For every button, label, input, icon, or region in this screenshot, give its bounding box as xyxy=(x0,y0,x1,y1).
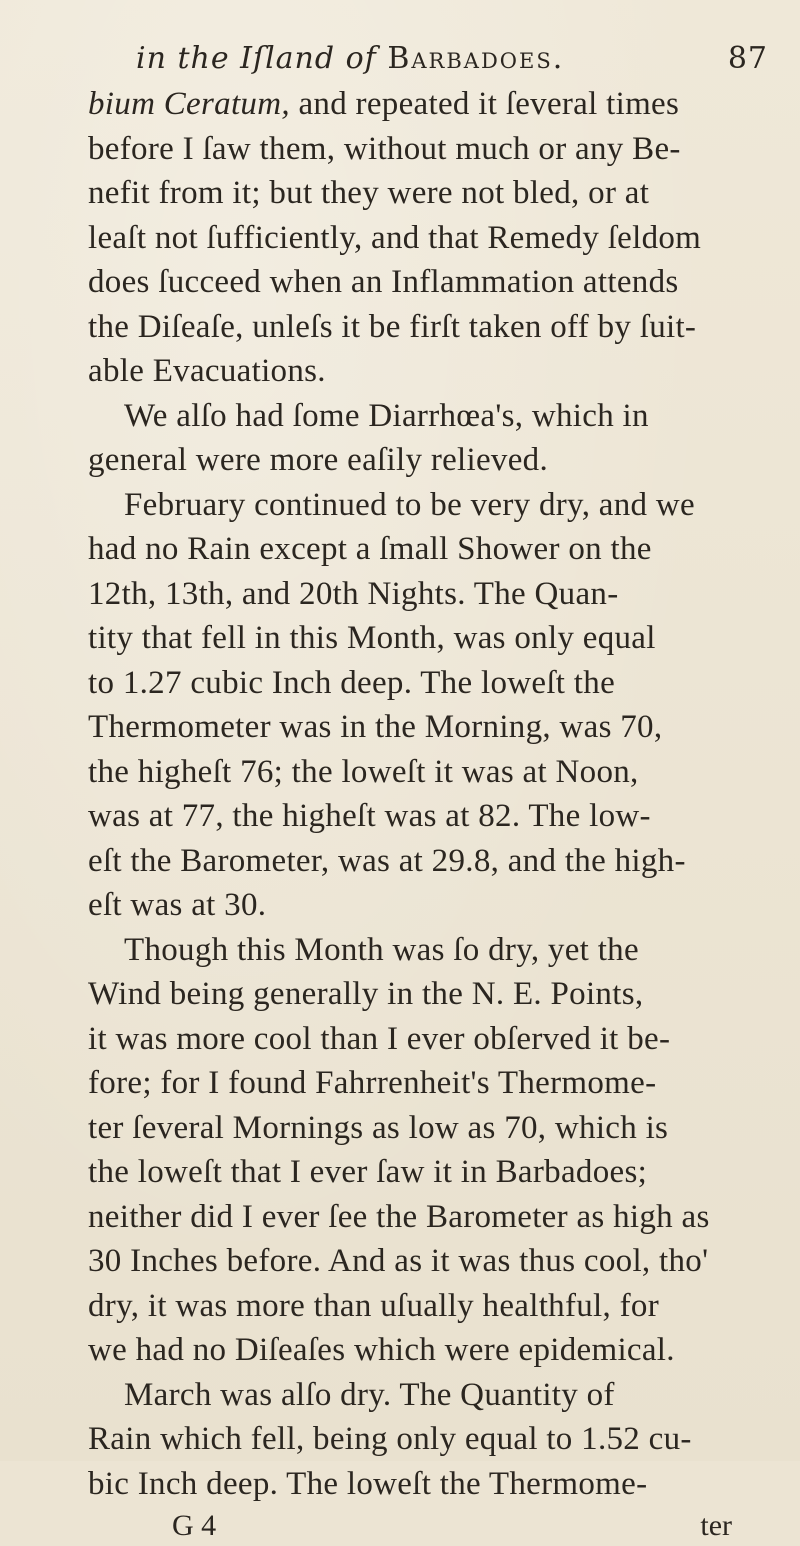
text-line: February continued to be very dry, and we xyxy=(124,486,695,523)
body-text xyxy=(88,82,768,1506)
text-line: nefit from it; but they were not bled, or at xyxy=(88,175,650,211)
text-line: dry, it was more than uſually healthful, for xyxy=(88,1287,659,1324)
text-line: eſt the Barometer, was at 29.8, and the high- xyxy=(88,842,686,879)
running-prefix: in the Iſland of xyxy=(136,41,377,76)
text-line: does ſucceed when an Inflammation attends xyxy=(88,264,679,300)
text-line: Though this Month was ſo dry, yet the xyxy=(124,931,639,968)
text-line: neither did I ever ſee the Barometer as high as xyxy=(88,1198,710,1235)
text-line: had no Rain except a ſmall Shower on the xyxy=(88,531,652,567)
text-line: bic Inch deep. The loweſt the Thermome- xyxy=(88,1465,648,1502)
text-line: Rain which fell, being only equal to 1.52 cu- xyxy=(88,1421,692,1457)
text-line: eſt was at 30. xyxy=(88,887,267,923)
text-line: March was alſo dry. The Quantity of xyxy=(124,1376,615,1413)
text-line: ter ſeveral Mornings as low as 70, which is xyxy=(88,1109,669,1146)
running-place: Barbadoes. xyxy=(387,41,565,76)
text-line: we had no Diſeaſes which were epidemical. xyxy=(88,1332,675,1368)
text-line: the loweſt that I ever ſaw it in Barbadoes; xyxy=(88,1154,648,1190)
text-line: We alſo had ſome Diarrhœa's, which in xyxy=(124,397,649,434)
text-line: Thermometer was in the Morning, was 70, xyxy=(88,709,663,745)
text-line: 12th, 13th, and 20th Nights. The Quan- xyxy=(88,575,619,612)
text-line: bium Ceratum, and repeated it ſeveral times xyxy=(88,86,680,122)
text-line: tity that fell in this Month, was only equal xyxy=(88,620,656,656)
text-line: 30 Inches before. And as it was thus cool, tho' xyxy=(88,1243,709,1279)
text-line: general were more eaſily relieved. xyxy=(88,442,549,478)
page-footer xyxy=(172,1506,732,1546)
text-line: fore; for I found Fahrrenheit's Thermome- xyxy=(88,1065,657,1101)
text-line: the higheſt 76; the loweſt it was at Noon, xyxy=(88,753,639,790)
running-header xyxy=(136,40,776,78)
catchword: ter xyxy=(700,1509,732,1542)
text-line: leaſt not ſufficiently, and that Remedy ſeldom xyxy=(88,219,702,256)
signature-mark: G 4 xyxy=(172,1509,217,1542)
running-title xyxy=(136,40,564,78)
text-line: Wind being generally in the N. E. Points, xyxy=(88,976,644,1012)
page-number: 87 xyxy=(727,41,768,76)
text-line: it was more cool than I ever obſerved it be- xyxy=(88,1020,671,1057)
text-line: able Evacuations. xyxy=(88,353,326,389)
text-line: was at 77, the higheſt was at 82. The low- xyxy=(88,798,651,834)
text-line: to 1.27 cubic Inch deep. The loweſt the xyxy=(88,664,616,701)
text-line: before I ſaw them, without much or any Be- xyxy=(88,130,681,167)
text-line: the Diſeaſe, unleſs it be firſt taken off by ſuit- xyxy=(88,308,697,345)
